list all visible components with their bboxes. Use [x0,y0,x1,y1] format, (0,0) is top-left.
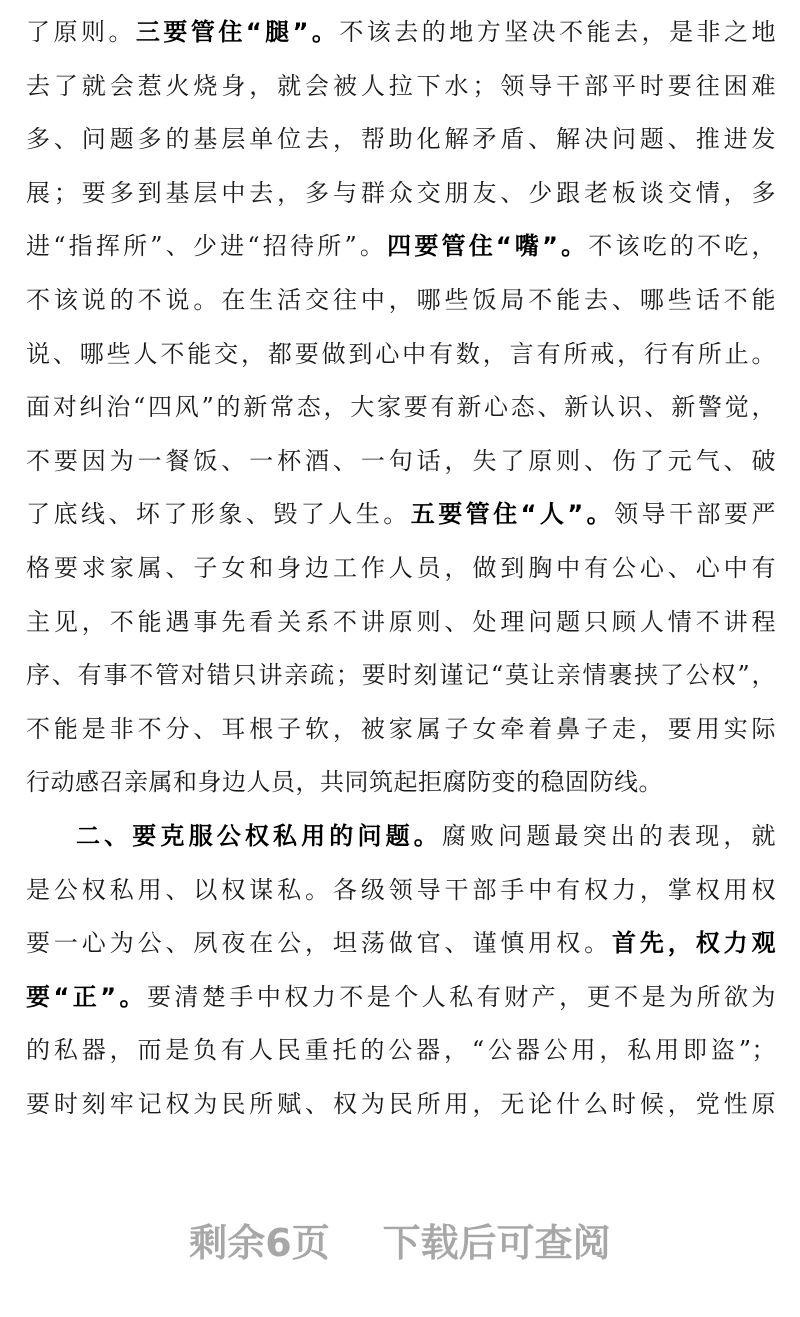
section-heading: 要“正”。 [26,982,147,1011]
text-line: 行动感召亲属和身边人员，共同筑起拒腐防变的稳固防线。 [26,768,663,797]
text-line: 要时刻牢记权为民所赋、权为民所用，无论什么时候，党性原 [26,1089,776,1118]
text-line: 二、要克服公权私用的问题。腐败问题最突出的表现，就 [76,821,777,850]
text-line: 是公权私用、以权谋私。各级领导干部手中有权力，掌权用权 [26,875,776,904]
text-line: 的私器，而是负有人民重托的公器，“公器公用，私用即盗”； [26,1036,776,1065]
section-heading: 五要管住“人”。 [410,500,615,529]
text-line: 格要求家属、子女和身边工作人员，做到胸中有公心、心中有 [26,553,776,582]
section-heading: 首先，权力观 [611,929,777,958]
text-line: 不能是非不分、耳根子软，被家属子女牵着鼻子走，要用实际 [26,714,776,743]
download-hint-label: 下载后可查阅 [382,1221,611,1265]
text-line: 要“正”。要清楚手中权力不是个人私有财产，更不是为所欲为 [26,982,777,1011]
text-line: 面对纠治“四风”的新常态，大家要有新心态、新认识、新警觉， [26,393,776,422]
download-banner[interactable] [0,1212,800,1267]
text-line: 主见，不能遇事先看关系不讲原则、处理问题只顾人情不讲程 [26,607,776,636]
text-line: 不要因为一餐饭、一杯酒、一句话，失了原则、伤了元气、破 [26,446,776,475]
document-body [26,6,776,1131]
text-line: 去了就会惹火烧身，就会被人拉下水；领导干部平时要往困难 [26,71,776,100]
section-heading: 四要管住“嘴”。 [387,232,589,261]
text-line: 要一心为公、夙夜在公，坦荡做官、谨慎用权。首先，权力观 [26,929,777,958]
text-line: 进“指挥所”、少进“招待所”。四要管住“嘴”。不该吃的不吃， [26,232,777,261]
text-line: 不该说的不说。在生活交往中，哪些饭局不能去、哪些话不能 [26,285,776,314]
remaining-pages-label: 剩余6页 [189,1221,330,1265]
section-heading: 三要管住“腿”。 [135,18,340,46]
text-line: 多、问题多的基层单位去，帮助化解矛盾、解决问题、推进发 [26,125,776,154]
text-line: 序、有事不管对错只讲亲疏；要时刻谨记“莫让亲情裹挟了公权”， [26,661,776,690]
text-line: 了原则。三要管住“腿”。不该去的地方坚决不能去，是非之地 [26,18,777,46]
text-line: 说、哪些人不能交，都要做到心中有数，言有所戒，行有所止。 [26,339,776,368]
text-line: 展；要多到基层中去，多与群众交朋友、少跟老板谈交情，多 [26,178,776,207]
text-line: 了底线、坏了形象、毁了人生。五要管住“人”。领导干部要严 [26,500,777,529]
section-heading: 二、要克服公权私用的问题。 [76,821,442,850]
